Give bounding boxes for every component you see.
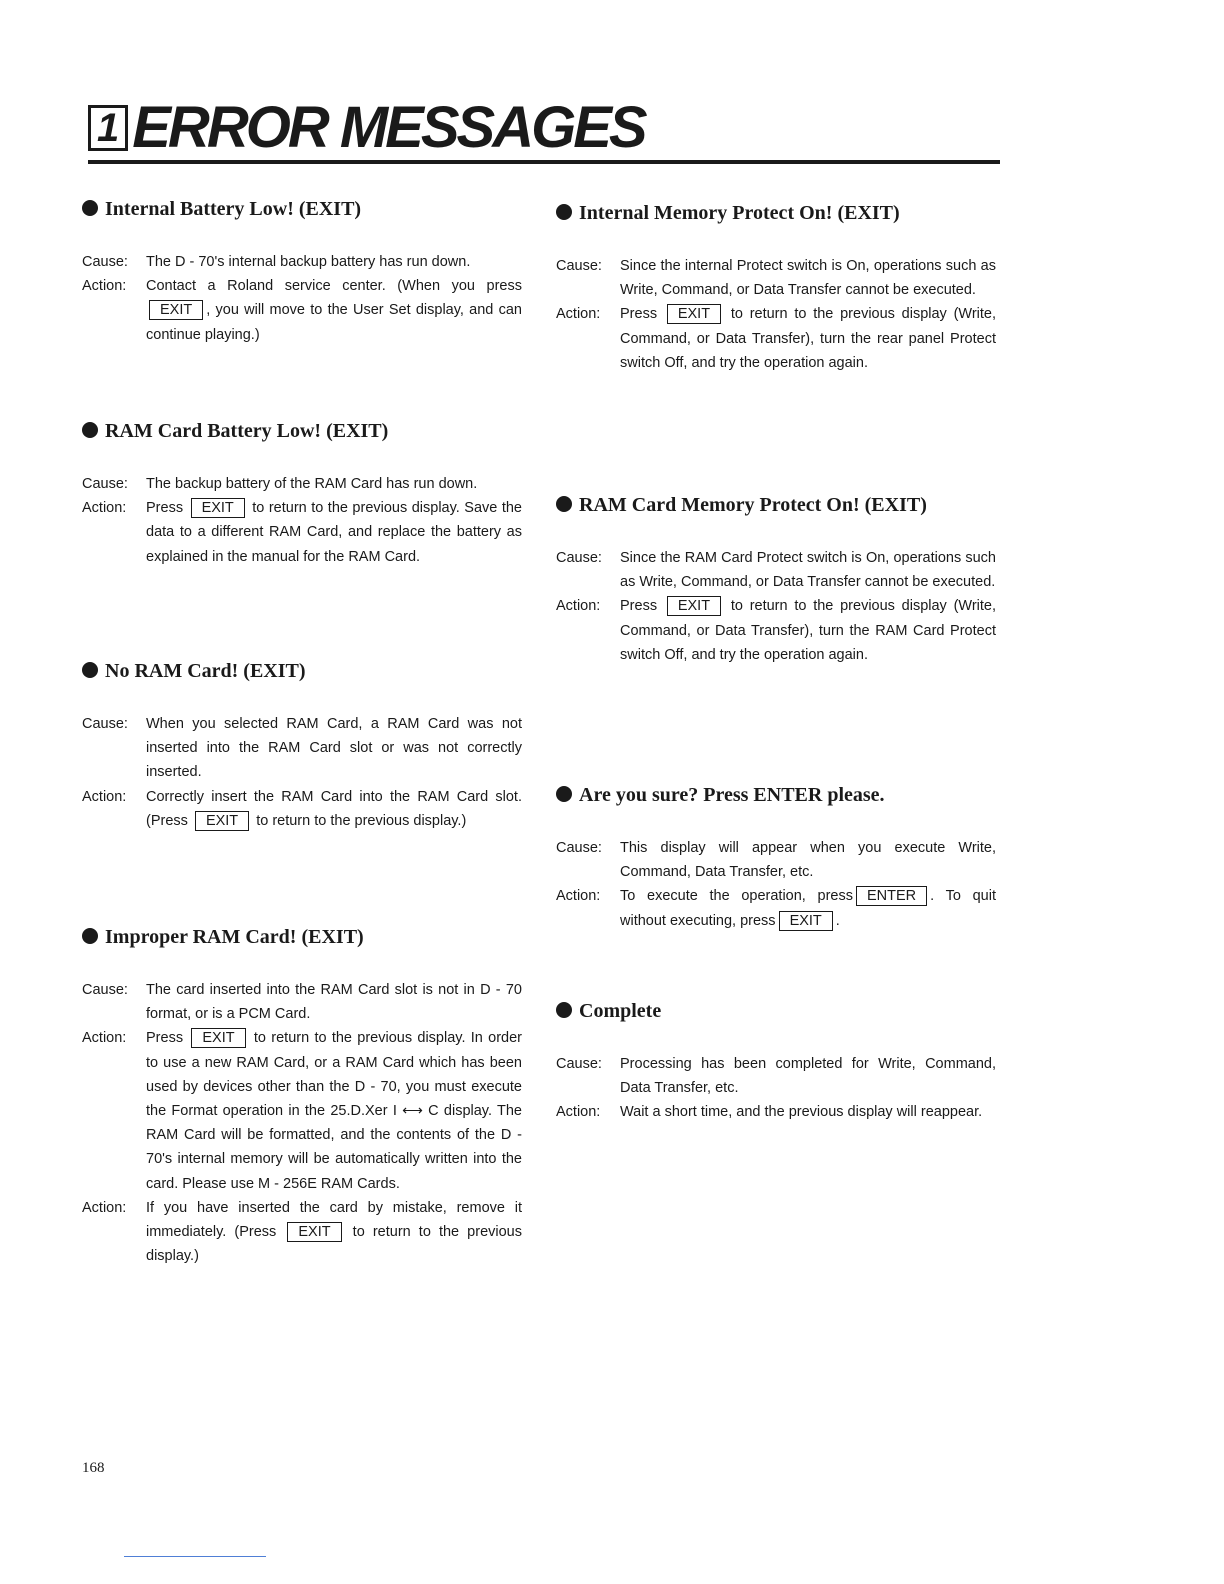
exit-key: EXIT	[667, 596, 721, 616]
exit-key: EXIT	[195, 811, 249, 831]
bullet-icon	[82, 662, 98, 678]
entry-heading: Internal Memory Protect On! (EXIT)	[556, 200, 996, 226]
entry-heading: Are you sure? Press ENTER please.	[556, 782, 996, 808]
title-rule	[88, 160, 1000, 164]
entry-improper-ram-card	[82, 924, 522, 1268]
entry-heading: RAM Card Memory Protect On! (EXIT)	[556, 492, 996, 518]
entry-heading: No RAM Card! (EXIT)	[82, 658, 522, 684]
action-row-2: Action: If you have inserted the card by mistake, remove it immediately. (Press EXIT to return to the previous display.)	[82, 1199, 522, 1265]
entry-heading: Improper RAM Card! (EXIT)	[82, 924, 522, 950]
cause-row: Cause: The backup battery of the RAM Card has run down.	[82, 476, 478, 492]
action-row: Action: Press EXIT to return to the previous display. Save the data to a different RAM Card, and replace the battery as explained in the manual for the RAM Card.	[82, 500, 522, 565]
exit-key: EXIT	[667, 304, 721, 324]
entry-heading: Internal Battery Low! (EXIT)	[82, 196, 522, 222]
bullet-icon	[82, 200, 98, 216]
entry-complete	[556, 998, 996, 1125]
bullet-icon	[556, 204, 572, 220]
exit-key: EXIT	[191, 498, 245, 518]
exit-key: EXIT	[779, 911, 833, 931]
action-row: Action: Contact a Roland service center. (When you press EXIT , you will move to the User Set display, and can continue playing.)	[82, 278, 522, 343]
action-row: Action: Press EXIT to return to the previous display (Write, Command, or Data Transfer), turn the rear panel Protect switch Off, and try the operation again.	[556, 306, 996, 371]
entry-ram-card-memory-protect	[556, 492, 996, 667]
page-title	[88, 95, 645, 160]
action-row: Action: To execute the operation, press ENTER . To quit without executing, press EXIT .	[556, 888, 996, 929]
action-row: Action: Press EXIT to return to the previous display (Write, Command, or Data Transfer), turn the RAM Card Protect switch Off, and try the operation again.	[556, 598, 996, 663]
action-row: Action: Wait a short time, and the previous display will reappear.	[556, 1104, 983, 1121]
cause-row: Cause: The D - 70's internal backup battery has run down.	[82, 254, 471, 270]
action-row: Action: Press EXIT to return to the previous display. In order to use a new RAM Card, or a RAM Card which has been used by devices other than the D - 70, you must execute the Format operation in the 25.D.Xer I ⟷ C display. The RAM Card will be formatted, and the contents of the D - 70's internal memory will be automatically written into the card. Please use M - 256E RAM Cards.	[82, 1030, 522, 1192]
entry-no-ram-card	[82, 658, 522, 833]
bullet-icon	[82, 928, 98, 944]
entry-are-you-sure	[556, 782, 996, 933]
cause-row: Cause: The card inserted into the RAM Card slot is not in D - 70 format, or is a PCM Card.	[82, 982, 522, 1023]
footer-line	[124, 1556, 266, 1557]
enter-key: ENTER	[856, 886, 927, 906]
cause-row: Cause: Since the RAM Card Protect switch is On, operations such as Write, Command, or Data Transfer cannot be executed.	[556, 550, 996, 591]
exit-key: EXIT	[191, 1028, 245, 1048]
exit-key: EXIT	[149, 300, 203, 320]
cause-row: Cause: When you selected RAM Card, a RAM Card was not inserted into the RAM Card slot or was not correctly inserted.	[82, 716, 522, 781]
entry-internal-memory-protect	[556, 200, 996, 375]
entry-internal-battery-low	[82, 196, 522, 347]
page-number: 168	[82, 1460, 105, 1476]
cause-row: Cause: Processing has been completed for Write, Command, Data Transfer, etc.	[556, 1056, 996, 1097]
bullet-icon	[556, 1002, 572, 1018]
section-number: 1	[88, 105, 128, 151]
cause-row: Cause: This display will appear when you execute Write, Command, Data Transfer, etc.	[556, 840, 996, 881]
bullet-icon	[556, 496, 572, 512]
section-title: ERROR MESSAGES	[132, 95, 645, 160]
cause-row: Cause: Since the internal Protect switch is On, operations such as Write, Command, or Data Transfer cannot be executed.	[556, 258, 996, 299]
bullet-icon	[82, 422, 98, 438]
entry-heading: Complete	[556, 998, 996, 1024]
entry-ram-card-battery-low	[82, 418, 522, 569]
exit-key: EXIT	[287, 1222, 341, 1242]
action-row: Action: Correctly insert the RAM Card into the RAM Card slot. (Press EXIT to return to the previous display.)	[82, 788, 522, 829]
entry-heading: RAM Card Battery Low! (EXIT)	[82, 418, 522, 444]
bullet-icon	[556, 786, 572, 802]
